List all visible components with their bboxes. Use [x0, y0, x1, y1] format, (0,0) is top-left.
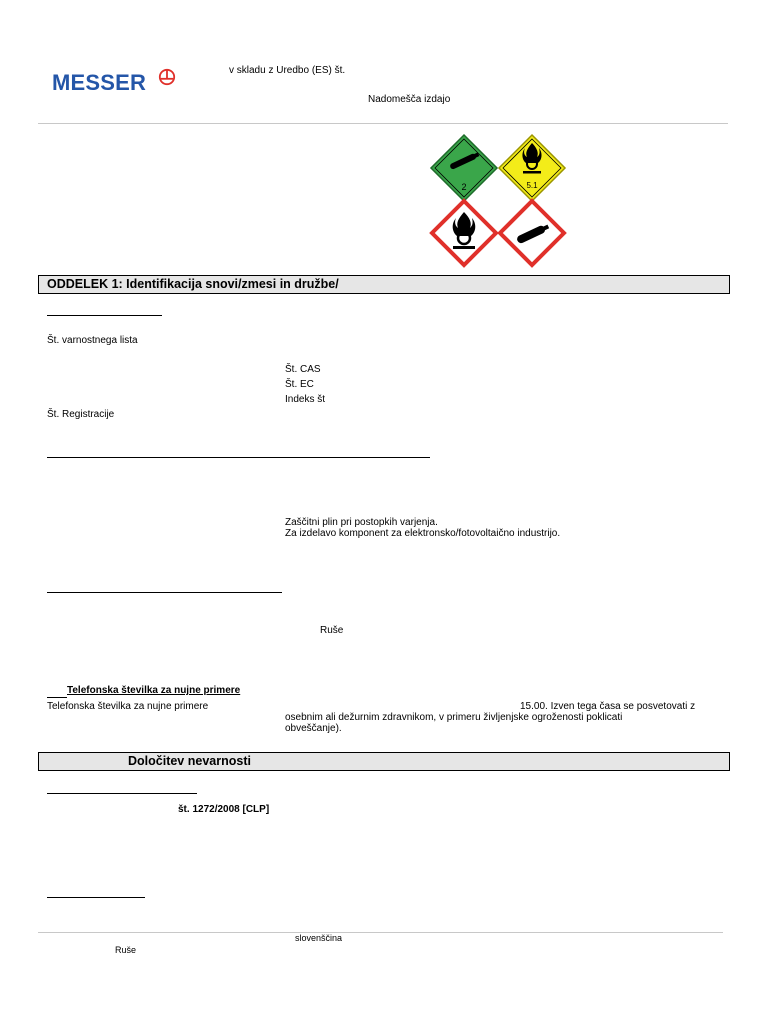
emergency-text-3: obveščanje). [285, 723, 342, 734]
emergency-text-2: osebnim ali dežurnim zdravnikom, v primeru življenjske ogroženosti poklicati [285, 712, 623, 723]
section-2-header [38, 752, 730, 771]
cas-number-label: Št. CAS [285, 364, 321, 375]
adr-class-2-label: 2 [461, 182, 467, 192]
replaces-text: Nadomešča izdajo [368, 94, 451, 105]
footer-city: Ruše [115, 945, 137, 955]
gas-cylinder-adr-2-icon [429, 133, 499, 203]
ghs04-gas-cylinder-icon [497, 198, 567, 268]
emergency-text-1: 15.00. Izven tega časa se posvetovati z [520, 701, 696, 712]
clp-regulation-text: št. 1272/2008 [CLP] [178, 804, 270, 815]
registration-number-label: Št. Registracije [47, 409, 115, 420]
section-1-title: ODDELEK 1: Identifikacija snovi/zmesi in družbe/ [47, 277, 339, 291]
regulation-text: v skladu z Uredbo (ES) št. [229, 65, 346, 76]
index-number-label: Indeks št [285, 394, 326, 405]
subsection-underline [47, 457, 430, 458]
oxidizer-adr-5-1-icon [497, 133, 567, 203]
footer-language: slovenščina [295, 933, 343, 943]
emergency-heading: Telefonska številka za nujne primere [67, 685, 241, 696]
use-line-2: Za izdelavo komponent za elektronsko/fotovoltaično industrijo. [285, 528, 561, 539]
emergency-label: Telefonska številka za nujne primere [47, 701, 209, 712]
section-1-header [38, 275, 730, 294]
header-divider [38, 123, 728, 124]
ghs03-flame-over-circle-icon [429, 198, 499, 268]
sds-number-label: Št. varnostnega lista [47, 335, 138, 346]
subsection-underline [47, 793, 197, 794]
use-line-1: Zaščitni plin pri postopkih varjenja. [285, 517, 438, 528]
footer-divider [38, 932, 723, 933]
section-2-title: Določitev nevarnosti [128, 754, 251, 768]
ec-number-label: Št. EC [285, 379, 314, 390]
company-city: Ruše [320, 625, 344, 636]
subsection-underline [47, 897, 145, 898]
subsection-underline [47, 697, 67, 698]
subsection-underline [47, 315, 162, 316]
messer-logo-mark-icon [158, 68, 176, 86]
subsection-underline [47, 592, 282, 593]
adr-class-5-1-label: 5.1 [526, 181, 538, 190]
messer-logo: MESSER [52, 70, 147, 95]
